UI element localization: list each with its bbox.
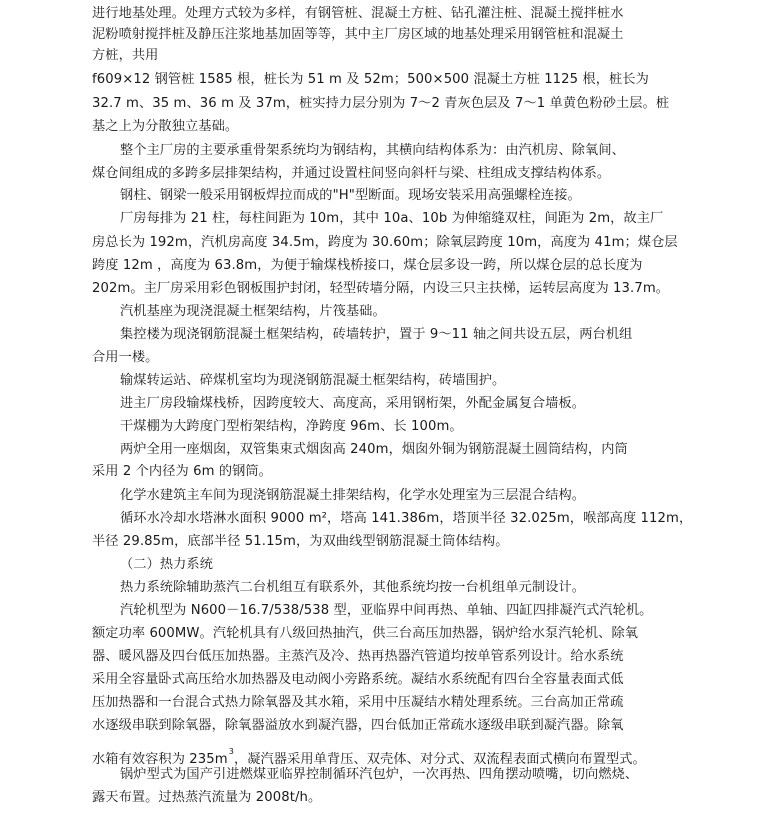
text-line-11: 房总长为 192m，汽机房高度 34.5m，跨度为 30.60m；除氧层跨度 10m，高度为 41m；煤仓层 (92, 235, 678, 250)
text-line-24: 半径 29.85m，底部半径 51.15m，为双曲线型钢筋混凝土筒体结构。 (92, 534, 509, 549)
text-line-3: 方桩，共用 (92, 48, 159, 63)
text-line-20: 两炉全用一座烟囱，双管集束式烟囱高 240m，烟囱外铜为钢筋混凝土圆筒结构，内筒 (120, 442, 628, 457)
text-line-16: 合用一楼。 (92, 350, 159, 365)
text-line-26: 热力系统除辅助蒸汽二台机组互有联系外，其他系统均按一台机组单元制设计。 (120, 580, 586, 595)
text-line-28: 额定功率 600MW。汽轮机具有八级回热抽汽，供三台高压加热器，锅炉给水泵汽轮机、除氧 (92, 626, 639, 641)
text-line-29: 器、暖风器及四台低压加热器。主蒸汽及冷、热再热器汽管道均按单管系列设计。给水系统 (92, 649, 624, 664)
text-line-7: 整个主厂房的主要承重骨架系统均为钢结构，其横向结构体系为：由汽机房、除氧间、 (120, 143, 625, 158)
text-line-27: 汽轮机型为 N600－16.7/538/538 型，亚临界中间再热、单轴、四缸四排凝汽式汽轮机。 (120, 603, 653, 618)
text-line-34: 锅炉型式为国产引进燃煤亚临界控制循环汽包炉，一次再热、四角摆动喷嘴，切向燃烧、 (120, 767, 639, 782)
text-line-10: 厂房每排为 21 柱，每柱间距为 10m，其中 10a、10b 为伸缩缝双柱，间距为 2m，故主厂 (120, 211, 664, 226)
text-line-15: 集控楼为现浇钢筋混凝土框架结构，砖墙转护，置于 9～11 轴之间共设五层，两台机组 (120, 327, 633, 342)
text-line-1: 进行地基处理。处理方式较为多样，有钢管桩、混凝土方桩、钻孔灌注桩、混凝土搅拌桩水 (92, 6, 624, 21)
text-line-23: 循环水冷却水塔淋水面积 9000 m²，塔高 141.386m，塔顶半径 32.025m，喉部高度 112m， (120, 511, 693, 526)
text-line-17: 输煤转运站、碎煤机室均为现浇钢筋混凝土框架结构，砖墙围护。 (120, 373, 506, 388)
text-line-13: 202m。主厂房采用彩色钢板围护封闭，轻型砖墙分隔，内设三只主扶梯，运转层高度为 13.7m。 (92, 281, 670, 296)
text-line-33-end: ，凝汽器采用单背压、双壳体、对分式、双流程表面式横向布置型式。 (233, 752, 646, 767)
text-line-21: 采用 2 个内径为 6m 的钢筒。 (92, 464, 272, 479)
section-heading-thermal-system: （二）热力系统 (120, 557, 214, 572)
text-line-33-start: 水箱有效容积为 235m (92, 752, 228, 767)
text-line-35: 露天布置。过热蒸汽流量为 2008t/h。 (92, 790, 322, 805)
text-line-12: 跨度 12m ，高度为 63.8m，为便于输煤栈桥接口，煤仓层多设一跨，所以煤仓层的总长度为 (92, 258, 643, 273)
text-line-4: f609×12 钢管桩 1585 根，桩长为 51 m 及 52m；500×500 混凝土方桩 1125 根，桩长为 (92, 72, 649, 87)
text-line-31: 压加热器和一台混合式热力除氧器及其水箱，采用中压凝结水精处理系统。三台高加正常疏 (92, 695, 624, 710)
text-line-18: 进主厂房段输煤栈桥，因跨度较大、高度高，采用钢桁架，外配金属复合墙板。 (120, 396, 586, 411)
text-line-2: 泥粉喷射搅拌桩及静压注浆地基加固等等，其中主厂房区域的地基处理采用钢管桩和混凝土 (92, 27, 624, 42)
text-line-8: 煤仓间组成的多跨多层排架结构，并通过设置柱间竖向斜杆与梁、柱组成支撑结构体系。 (92, 166, 611, 181)
superscript-3: 3 (228, 747, 234, 756)
text-line-5: 32.7 m、35 m、36 m 及 37m，桩实持力层分别为 7～2 青灰色层及 7～1 单黄色粉砂土层。桩 (92, 96, 670, 111)
text-line-30: 采用全容量卧式高压给水加热器及电动阀小旁路系统。凝结水系统配有四台全容量表面式低 (92, 672, 624, 687)
text-line-6: 基之上为分散独立基础。 (92, 119, 239, 134)
text-line-22: 化学水建筑主车间为现浇钢筋混凝土排架结构，化学水处理室为三层混合结构。 (120, 488, 586, 503)
text-line-9: 钢柱、钢梁一般采用钢板焊拉而成的"H"型断面。现场安装采用高强螺栓连接。 (120, 188, 581, 203)
text-line-19: 干煤棚为大跨度门型桁架结构，净跨度 96m、长 100m。 (120, 419, 463, 434)
text-line-32: 水逐级串联到除氧器，除氧器溢放水到凝汽器，四台低加正常疏水逐级串联到凝汽器。除氧 (92, 718, 624, 733)
text-line-14: 汽机基座为现浇混凝土框架结构，片筏基础。 (120, 304, 386, 319)
